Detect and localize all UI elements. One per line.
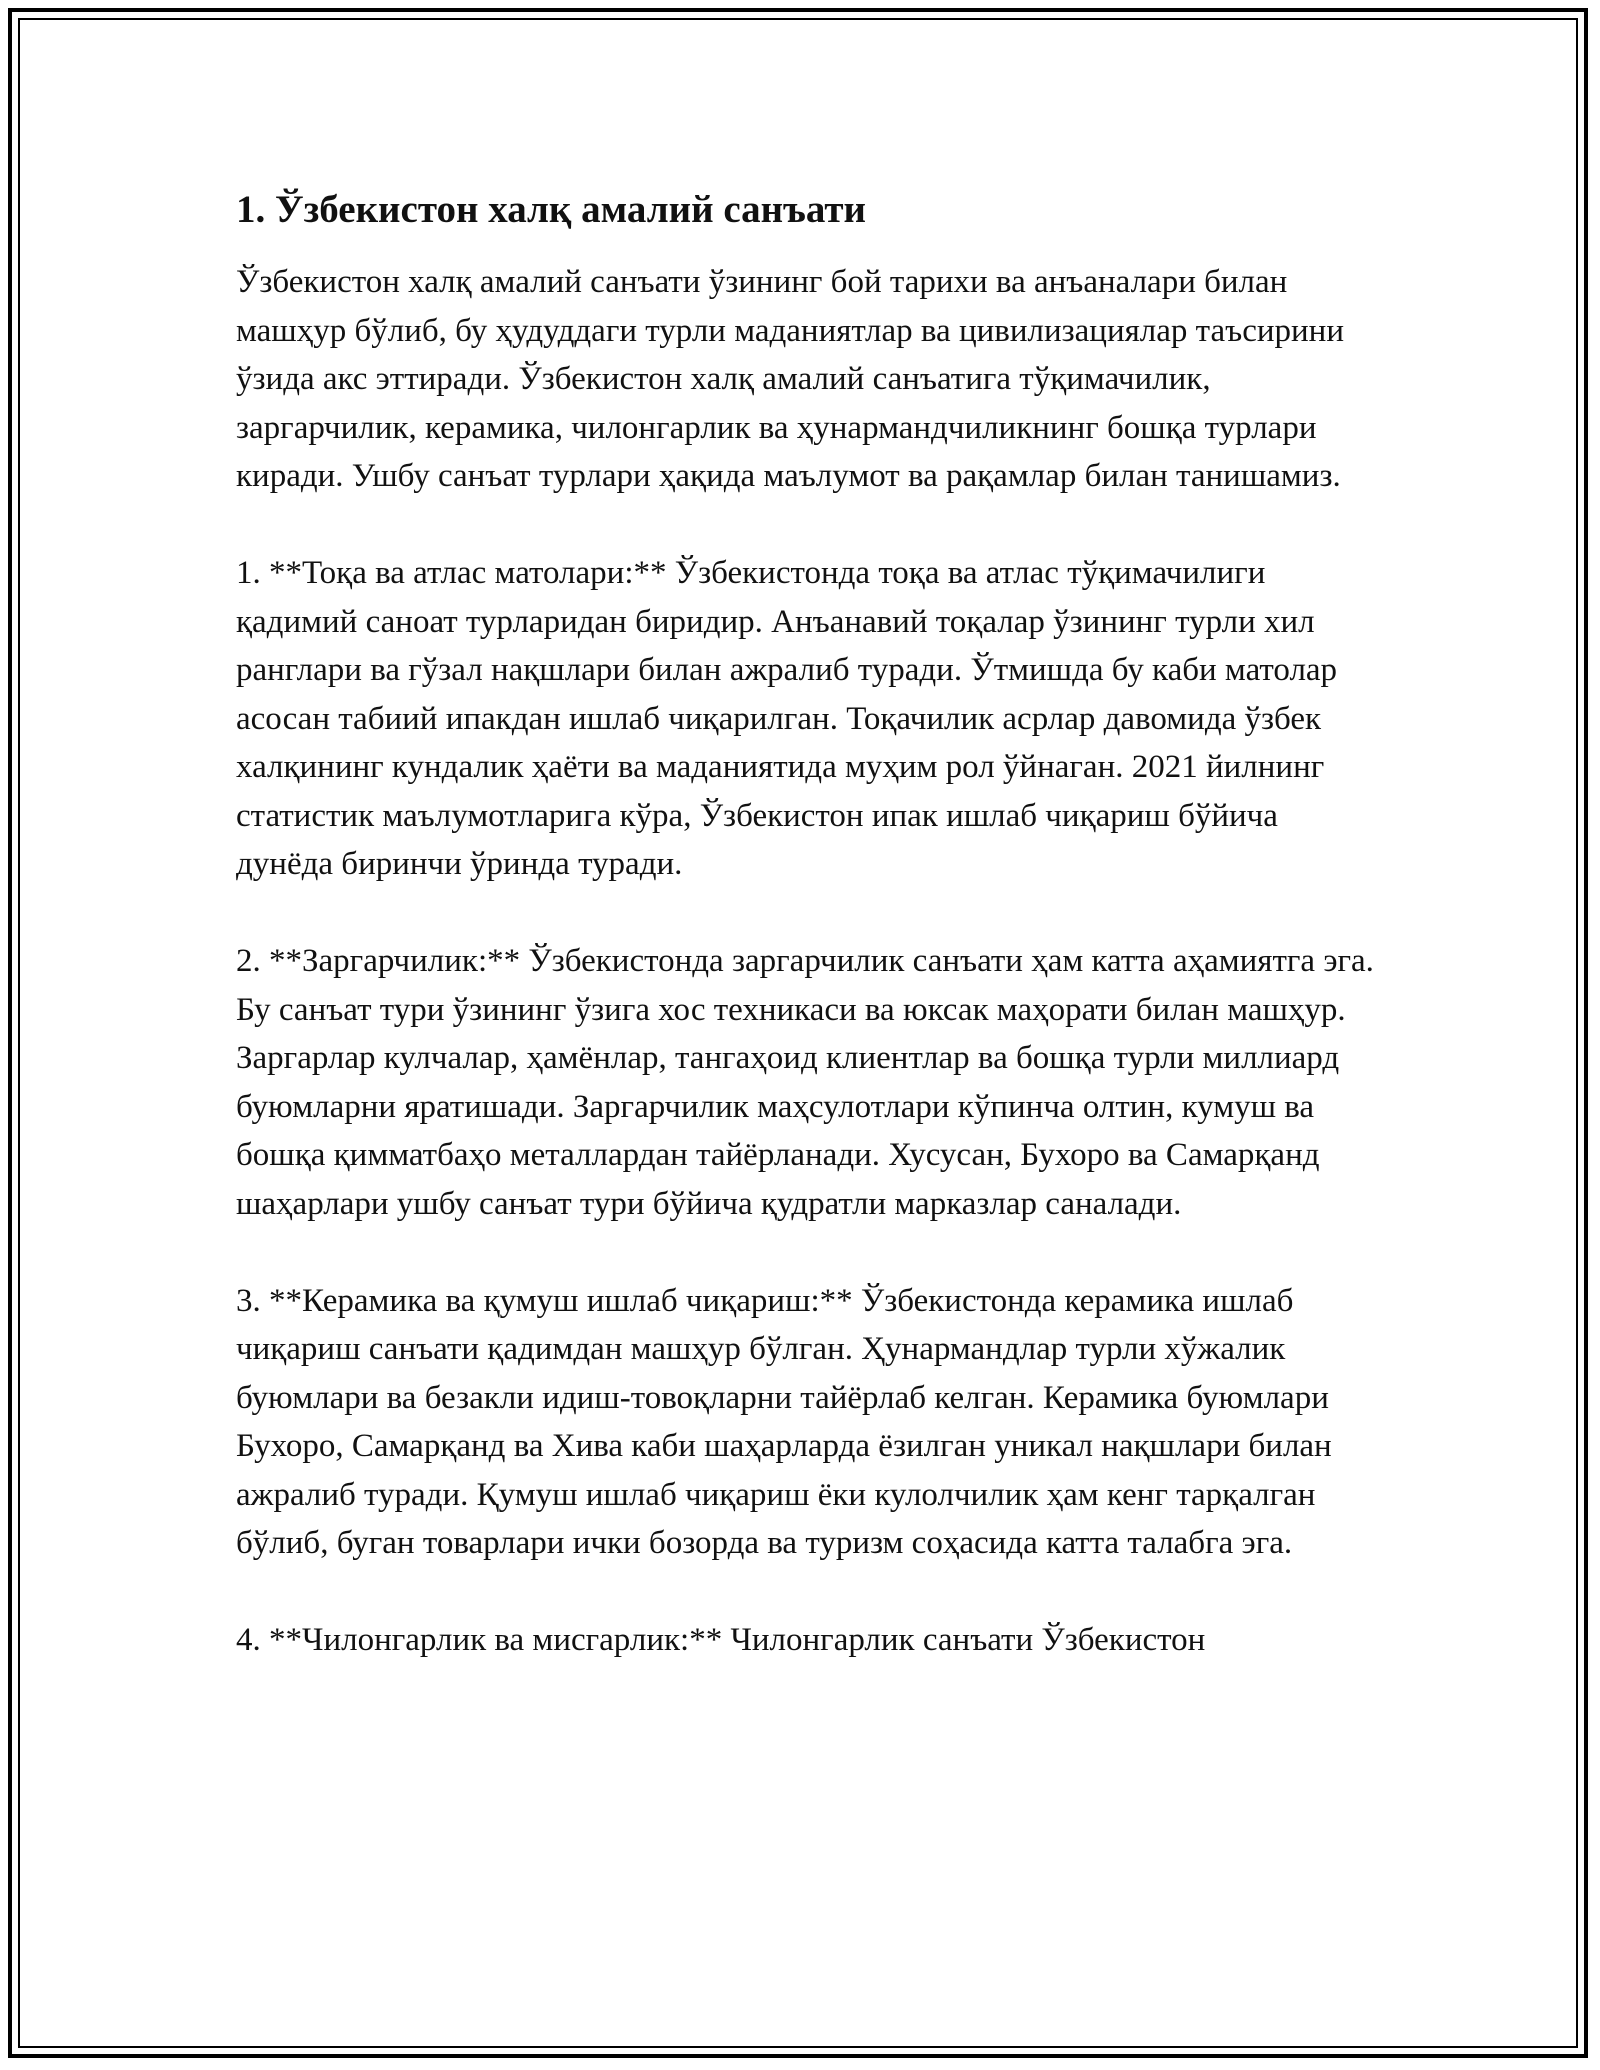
intro-paragraph: Ўзбекистон халқ амалий санъати ўзининг бой тарихи ва анъаналари билан машҳур бўлиб, бу ҳудуддаги турли маданиятлар ва цивилизациялар таъсирини ўзида акс эттиради. Ўзбекистон халқ амалий санъатига тўқимачилик, заргарчилик, керамика, чилонгарлик ва ҳунармандчиликнинг бошқа турлари киради. Ушбу санъат турлари ҳақида маълумот ва рақамлар билан танишамиз.	[236, 264, 1344, 494]
document-body	[236, 184, 1376, 1713]
section-heading: 1. Ўзбекистон халқ амалий санъати	[236, 188, 866, 231]
paragraph-chilongarlik: 4. **Чилонгарлик ва мисгарлик:** Чилонгарлик санъати Ўзбекистон	[236, 1622, 1206, 1658]
paragraph-keramika: 3. **Керамика ва қумуш ишлаб чиқариш:** Ўзбекистонда керамика ишлаб чиқариш санъати қадимдан машҳур бўлган. Ҳунармандлар турли хўжалик буюмлари ва безакли идиш-товоқларни тайёрлаб келган. Керамика буюмлари Бухоро, Самарқанд ва Хива каби шаҳарларда ёзилган уникал нақшлари билан ажралиб туради. Қумуш ишлаб чиқариш ёки кулолчилик ҳам кенг тарқалган бўлиб, буган товарлари ички бозорда ва туризм соҳасида катта талабга эга.	[236, 1282, 1332, 1561]
paragraph-zargarchilik: 2. **Заргарчилик:** Ўзбекистонда заргарчилик санъати ҳам катта аҳамиятга эга. Бу санъат тури ўзининг ўзига хос техникаси ва юксак маҳорати билан машҳур. Заргарлар кулчалар, ҳамёнлар, тангаҳоид клиентлар ва бошқа турли миллиард буюмларни яратишади. Заргарчилик маҳсулотлари кўпинча олтин, кумуш ва бошқа қимматбаҳо металлардан тайёрланади. Хусусан, Бухоро ва Самарқанд шаҳарлари ушбу санъат тури бўйича қудратли марказлар саналади.	[236, 943, 1374, 1222]
paragraph-toqa-atlas: 1. **Тоқа ва атлас матолари:** Ўзбекистонда тоқа ва атлас тўқимачилиги қадимий саноат турларидан биридир. Анъанавий тоқалар ўзининг турли хил ранглари ва гўзал нақшлари билан ажралиб туради. Ўтмишда бу каби матолар асосан табиий ипакдан ишлаб чиқарилган. Тоқачилик асрлар давомида ўзбек халқининг кундалик ҳаёти ва маданиятида муҳим рол ўйнаган. 2021 йилнинг статистик маълумотларига кўра, Ўзбекистон ипак ишлаб чиқариш бўйича дунёда биринчи ўринда туради.	[236, 555, 1338, 882]
